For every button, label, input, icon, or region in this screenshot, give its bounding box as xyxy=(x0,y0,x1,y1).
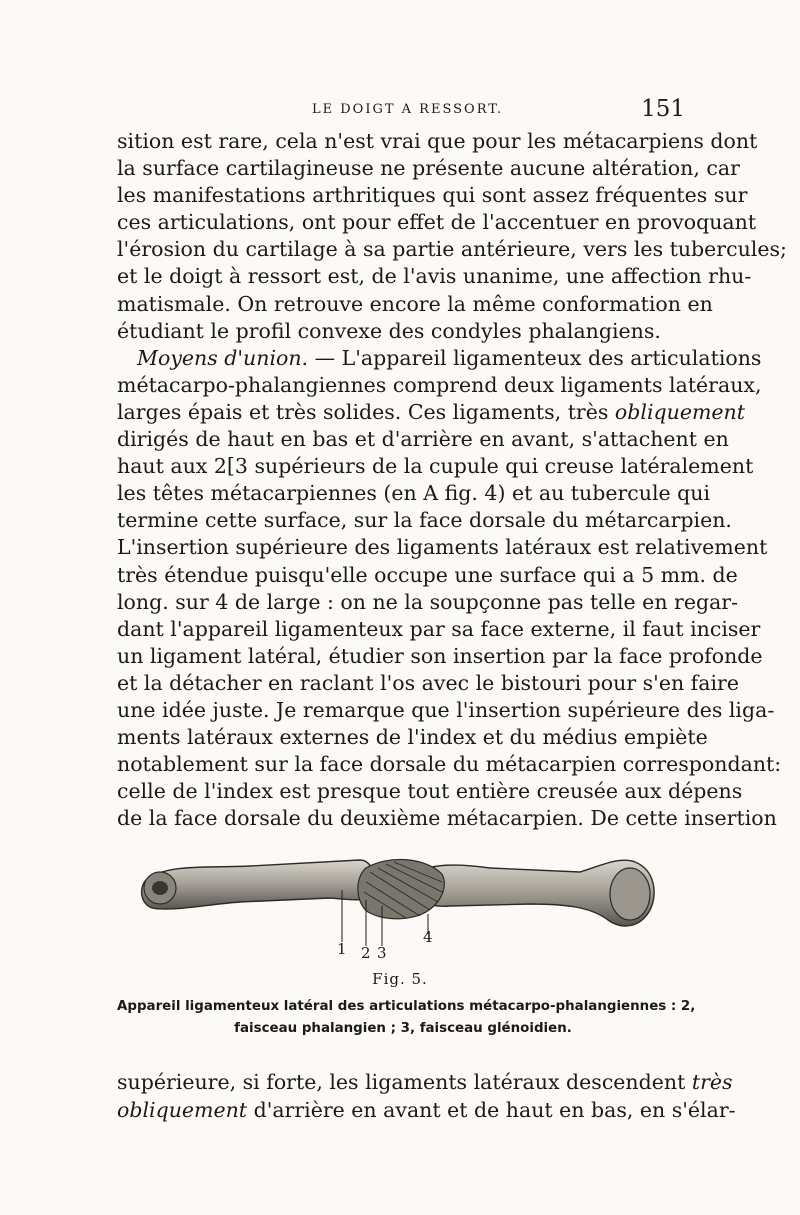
text-line: de la face dorsale du deuxième métacarpien. De cette insertion xyxy=(117,806,777,831)
text-segment: supérieure, si forte, les ligaments latéraux descendent xyxy=(117,1070,686,1094)
text-line: un ligament latéral, étudier son insertion par la face profonde xyxy=(117,643,763,668)
caption-line: faisceau phalangien ; 3, faisceau glénoidien. xyxy=(234,1021,572,1036)
figure-label: 2 xyxy=(361,944,371,962)
caption-line: Appareil ligamenteux latéral des articulations métacarpo-phalangiennes : 2, xyxy=(117,999,696,1014)
text-line: métacarpo-phalangiennes comprend deux ligaments latéraux, xyxy=(117,372,762,397)
section-first-line xyxy=(117,345,762,372)
text-line: l'érosion du cartilage à sa partie antérieure, vers les tubercules; xyxy=(117,237,787,262)
text-line: dirigés de haut en bas et d'arrière en avant, s'attachent en xyxy=(117,427,729,452)
figure-label: 4 xyxy=(423,928,433,946)
text-line: les têtes métacarpiennes (en A fig. 4) et au tubercule qui xyxy=(117,481,711,506)
continuation-text xyxy=(117,1068,736,1124)
bone-ligament-drawing xyxy=(130,850,670,970)
text-line: termine cette surface, sur la face dorsale du métarcarpien. xyxy=(117,508,732,533)
phalanx-bone xyxy=(142,860,374,909)
figure-label: 3 xyxy=(377,944,387,962)
text-line-with-emphasis xyxy=(117,1068,733,1096)
text-line-with-emphasis xyxy=(117,399,745,426)
text-line: notablement sur la face dorsale du métacarpien correspondant: xyxy=(117,752,782,777)
text-line: les manifestations arthritiques qui sont assez fréquentes sur xyxy=(117,183,748,208)
text-line: une idée juste. Je remarque que l'insertion supérieure des liga- xyxy=(117,697,775,722)
section-first-line-rest: — L'appareil ligamenteux des articulations xyxy=(314,345,762,370)
emphasis: obliquement xyxy=(614,399,745,424)
text-line: sition est rare, cela n'est vrai que pour les métacarpiens dont xyxy=(117,129,758,153)
text-line: la surface cartilagineuse ne présente aucune altération, car xyxy=(117,156,740,181)
emphasis: obliquement xyxy=(117,1098,248,1122)
text-segment: larges épais et très solides. Ces ligaments, très xyxy=(117,399,609,424)
text-line-with-emphasis xyxy=(117,1096,736,1124)
text-line: L'insertion supérieure des ligaments latéraux est relativement xyxy=(117,535,768,560)
ligament-bundle xyxy=(358,859,444,918)
text-line: matismale. On retrouve encore la même conformation en xyxy=(117,291,713,316)
section-heading: Moyens d'union. xyxy=(137,345,309,370)
figure-label: 1 xyxy=(337,940,347,958)
running-head xyxy=(117,96,685,124)
text-line: et la détacher en raclant l'os avec le bistouri pour s'en faire xyxy=(117,670,739,695)
text-segment: d'arrière en avant et de haut en bas, en s'élar- xyxy=(253,1098,736,1122)
figure-caption xyxy=(117,996,696,1040)
page-number: 151 xyxy=(641,96,685,122)
body-text xyxy=(117,128,787,832)
text-line: étudiant le profil convexe des condyles phalangiens. xyxy=(117,318,661,343)
emphasis: très xyxy=(691,1070,733,1094)
text-line: dant l'appareil ligamenteux par sa face externe, il faut inciser xyxy=(117,616,761,641)
running-title: LE DOIGT A RESSORT. xyxy=(312,102,504,117)
text-line: ments latéraux externes de l'index et du médius empiète xyxy=(117,725,708,750)
text-line: haut aux 2[3 supérieurs de la cupule qui creuse latéralement xyxy=(117,454,754,479)
text-line: ces articulations, ont pour effet de l'accentuer en provoquant xyxy=(117,210,757,235)
metacarpal-base xyxy=(610,868,650,920)
text-line: très étendue puisqu'elle occupe une surface qui a 5 mm. de xyxy=(117,562,738,587)
figure-title: Fig. 5. xyxy=(372,970,428,988)
text-line: et le doigt à ressort est, de l'avis unanime, une affection rhu- xyxy=(117,264,752,289)
figure-ligament-illustration xyxy=(130,850,670,970)
text-line: celle de l'index est presque tout entière creusée aux dépens xyxy=(117,779,743,804)
text-line: long. sur 4 de large : on ne la soupçonne pas telle en regar- xyxy=(117,589,739,614)
